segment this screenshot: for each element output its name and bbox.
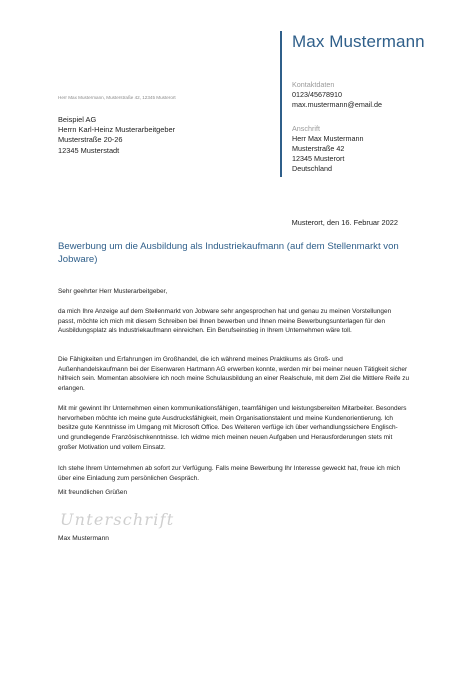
body-paragraph: Mit mir gewinnt Ihr Unternehmen einen kommunikationsfähigen, teamfähigen und leistungsbereiten Mitarbeiter. Besonders hervorheben möchte ich meine gute Ausdrucksfähigkeit, mein Organisationstalent und meine Kundenorientierung. Ich besitze gute Kenntnisse im Umgang mit Microsoft Office. Des Weiteren verfüge ich über verhandlungssichere Englisch- und grundlegende Französischkenntnisse. Ich widme mich meinen neuen Aufgaben und Herausforderungen stets mit großer Motivation und vollem Einsatz. [58,405,407,451]
sender-name: Max Mustermann [292,32,425,51]
address-line: Herr Max Mustermann [292,134,364,143]
header-accent-rule [280,31,282,177]
address-line: Deutschland [292,164,332,173]
recipient-line: Herrn Karl-Heinz Musterarbeitgeber [58,125,176,135]
recipient-line: Musterstraße 20-26 [58,135,123,145]
sender-email: max.mustermann@email.de [292,100,382,109]
contact-heading: Kontaktdaten [292,80,335,89]
address-line: 12345 Musterort [292,154,345,163]
salutation: Sehr geehrter Herr Musterarbeitgeber, [58,288,168,295]
body-paragraph: Die Fähigkeiten und Erfahrungen im Großhandel, die ich während meines Praktikums als Groß- und Außenhandelskaufmann bei der Eisenwaren Hartmann AG erwerben konnte, werden mir bei meiner neuen Tätigkeit sicher hilfreich sein. Momentan absolviere ich noch meine Schulausbildung an einer Realschule, mit dem Ziel die Mittlere Reife zu erlangen. [58,356,410,393]
return-address-line: Herr Max Mustermann, Musterstraße 42, 12345 Musterort [58,95,176,100]
signer-name: Max Mustermann [58,535,109,542]
body-paragraph: da mich Ihre Anzeige auf dem Stellenmarkt von Jobware sehr angesprochen hat und genau zu meinen Vorstellungen passt, möchte ich mich mit diesem Schreiben bei Ihnen bewerben und Ihnen meine Bewerbungsunterlagen für den Ausbildungsplatz als Industriekaufmann einreichen. Ein Berufseinstieg in Ihrem Unternehmen wäre toll. [58,308,392,335]
address-line: Musterstraße 42 [292,144,345,153]
letter-subject: Bewerbung um die Ausbildung als Industriekaufmann (auf dem Stellenmarkt von Jobware) [58,241,399,265]
sender-phone: 0123/45678910 [292,90,342,99]
address-heading: Anschrift [292,124,320,133]
contact-block [292,80,382,110]
body-paragraph: Ich stehe Ihrem Unternehmen ab sofort zur Verfügung. Falls meine Bewerbung Ihr Interesse geweckt hat, freue ich mich über eine Einladung zum persönlichen Gespräch. [58,465,401,482]
recipient-line: Beispiel AG [58,115,97,124]
address-block [292,124,364,174]
signature-placeholder: Unterschrift [60,510,175,529]
closing: Mit freundlichen Grüßen [58,489,128,496]
letter-date: Musterort, den 16. Februar 2022 [291,218,398,227]
recipient-block [58,115,175,156]
recipient-line: 12345 Musterstadt [58,145,120,155]
